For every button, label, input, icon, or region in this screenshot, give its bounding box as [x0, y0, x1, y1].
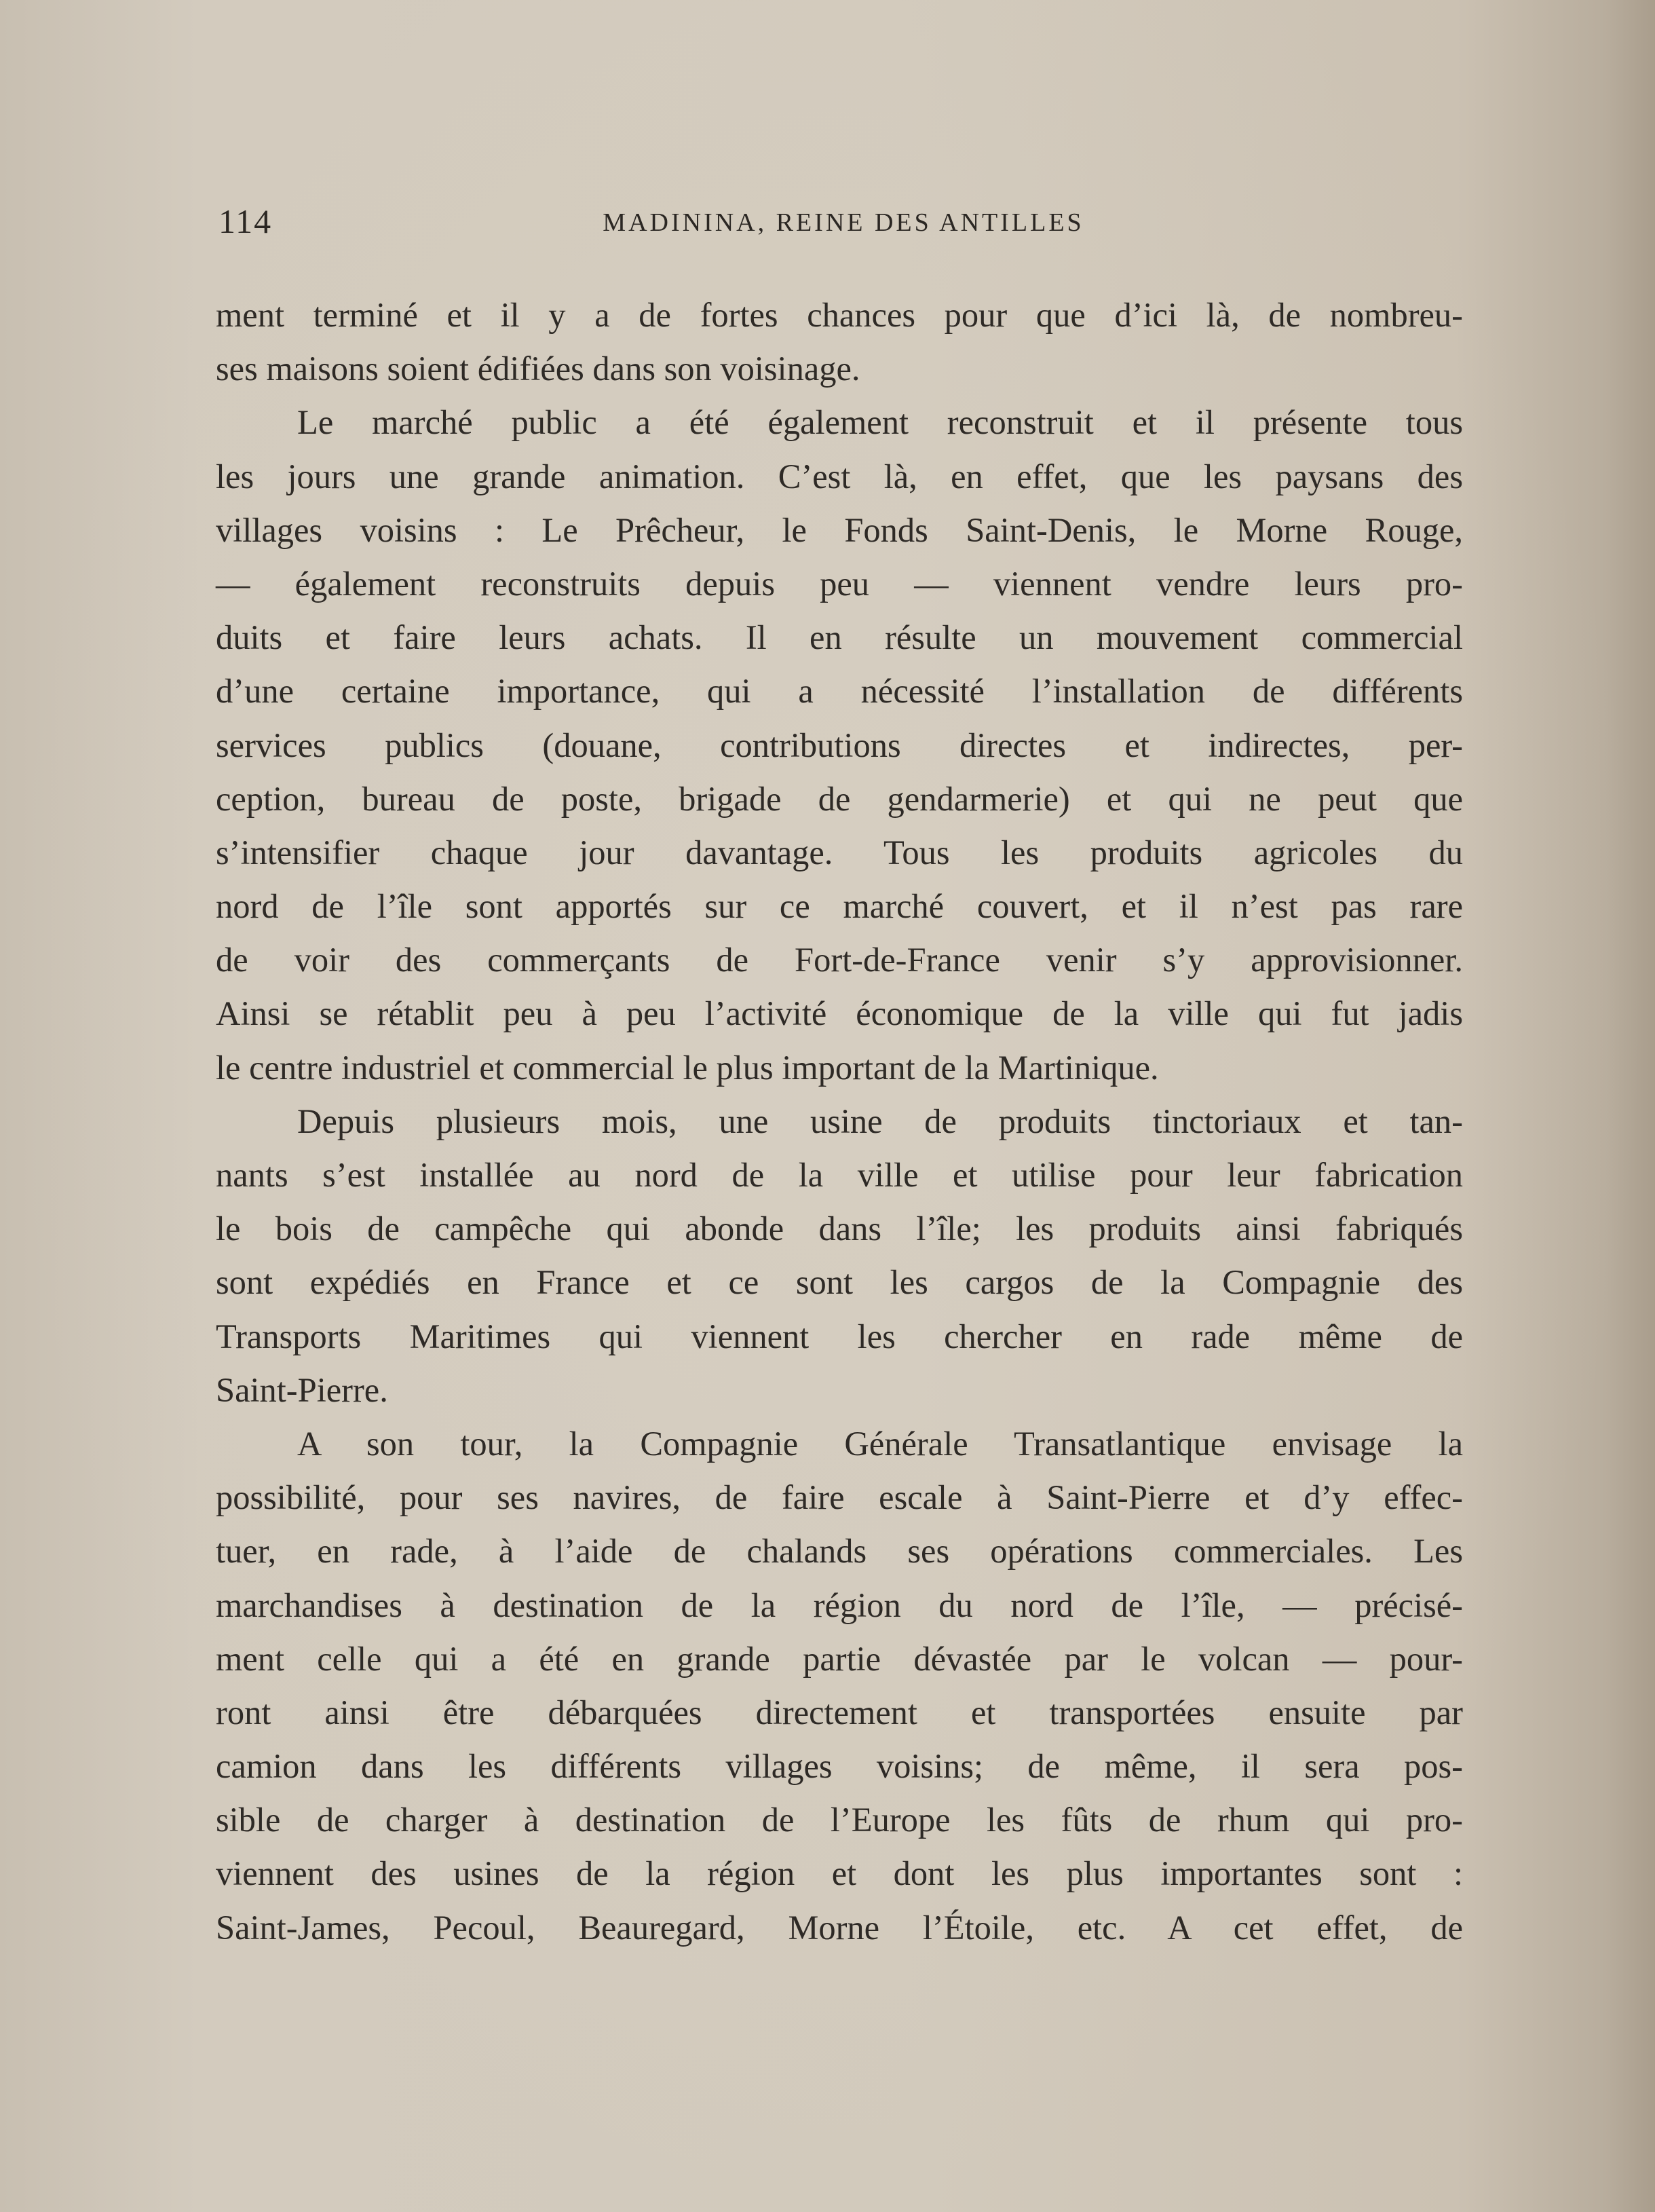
text-line: A son tour, la Compagnie Générale Transatlantique envisage la: [297, 1424, 1463, 1463]
text-line: Saint-James, Pecoul, Beauregard, Morne l’Étoile, etc. A cet effet, de: [216, 1908, 1463, 1947]
text-line: d’une certaine importance, qui a nécessité l’installation de différents: [216, 672, 1463, 711]
text-line: marchandises à destination de la région du nord de l’île, — précisé-: [216, 1586, 1463, 1624]
text-line: Saint-Pierre.: [216, 1370, 388, 1409]
body-text: [216, 288, 1463, 1955]
text-line: — également reconstruits depuis peu — viennent vendre leurs pro-: [216, 564, 1463, 603]
text-line: ront ainsi être débarquées directement et transportées ensuite par: [216, 1693, 1463, 1731]
text-line: sont expédiés en France et ce sont les cargos de la Compagnie des: [216, 1263, 1463, 1302]
text-line: ment terminé et il y a de fortes chances pour que d’ici là, de nombreu-: [216, 296, 1463, 334]
text-line: villages voisins : Le Prêcheur, le Fonds Saint-Denis, le Morne Rouge,: [216, 510, 1463, 549]
text-line: possibilité, pour ses navires, de faire escale à Saint-Pierre et d’y effec-: [216, 1478, 1463, 1517]
text-line: nants s’est installée au nord de la ville et utilise pour leur fabrication: [216, 1156, 1463, 1194]
text-line: viennent des usines de la région et dont les plus importantes sont :: [216, 1854, 1463, 1893]
text-line: Transports Maritimes qui viennent les chercher en rade même de: [216, 1317, 1463, 1355]
text-line: nord de l’île sont apportés sur ce marché couvert, et il n’est pas rare: [216, 887, 1463, 926]
text-line: ment celle qui a été en grande partie dévastée par le volcan — pour-: [216, 1639, 1463, 1678]
text-line: camion dans les différents villages voisins; de même, il sera pos-: [216, 1747, 1463, 1786]
text-line: de voir des commerçants de Fort-de-France venir s’y approvisionner.: [216, 941, 1463, 979]
running-title: MADININA, REINE DES ANTILLES: [603, 208, 1084, 237]
page-header: [218, 201, 1468, 242]
text-line: sible de charger à destination de l’Europe les fûts de rhum qui pro-: [216, 1801, 1463, 1839]
text-line: Ainsi se rétablit peu à peu l’activité économique de la ville qui fut jadis: [216, 994, 1463, 1033]
text-line: ses maisons soient édifiées dans son voisinage.: [216, 350, 860, 388]
text-line: le bois de campêche qui abonde dans l’île; les produits ainsi fabriqués: [216, 1210, 1463, 1248]
text-line: les jours une grande animation. C’est là, en effet, que les paysans des: [216, 457, 1463, 495]
page-number: 114: [218, 202, 273, 240]
text-line: services publics (douane, contributions directes et indirectes, per-: [216, 726, 1463, 764]
text-line: Le marché public a été également reconstruit et il présente tous: [297, 403, 1463, 442]
text-line: le centre industriel et commercial le plus important de la Martinique.: [216, 1048, 1159, 1087]
text-line: ception, bureau de poste, brigade de gendarmerie) et qui ne peut que: [216, 779, 1463, 818]
text-line: duits et faire leurs achats. Il en résulte un mouvement commercial: [216, 618, 1463, 657]
text-line: tuer, en rade, à l’aide de chalands ses opérations commerciales. Les: [216, 1532, 1463, 1571]
text-line: s’intensifier chaque jour davantage. Tous les produits agricoles du: [216, 833, 1463, 871]
text-line: Depuis plusieurs mois, une usine de produits tinctoriaux et tan-: [297, 1102, 1463, 1140]
